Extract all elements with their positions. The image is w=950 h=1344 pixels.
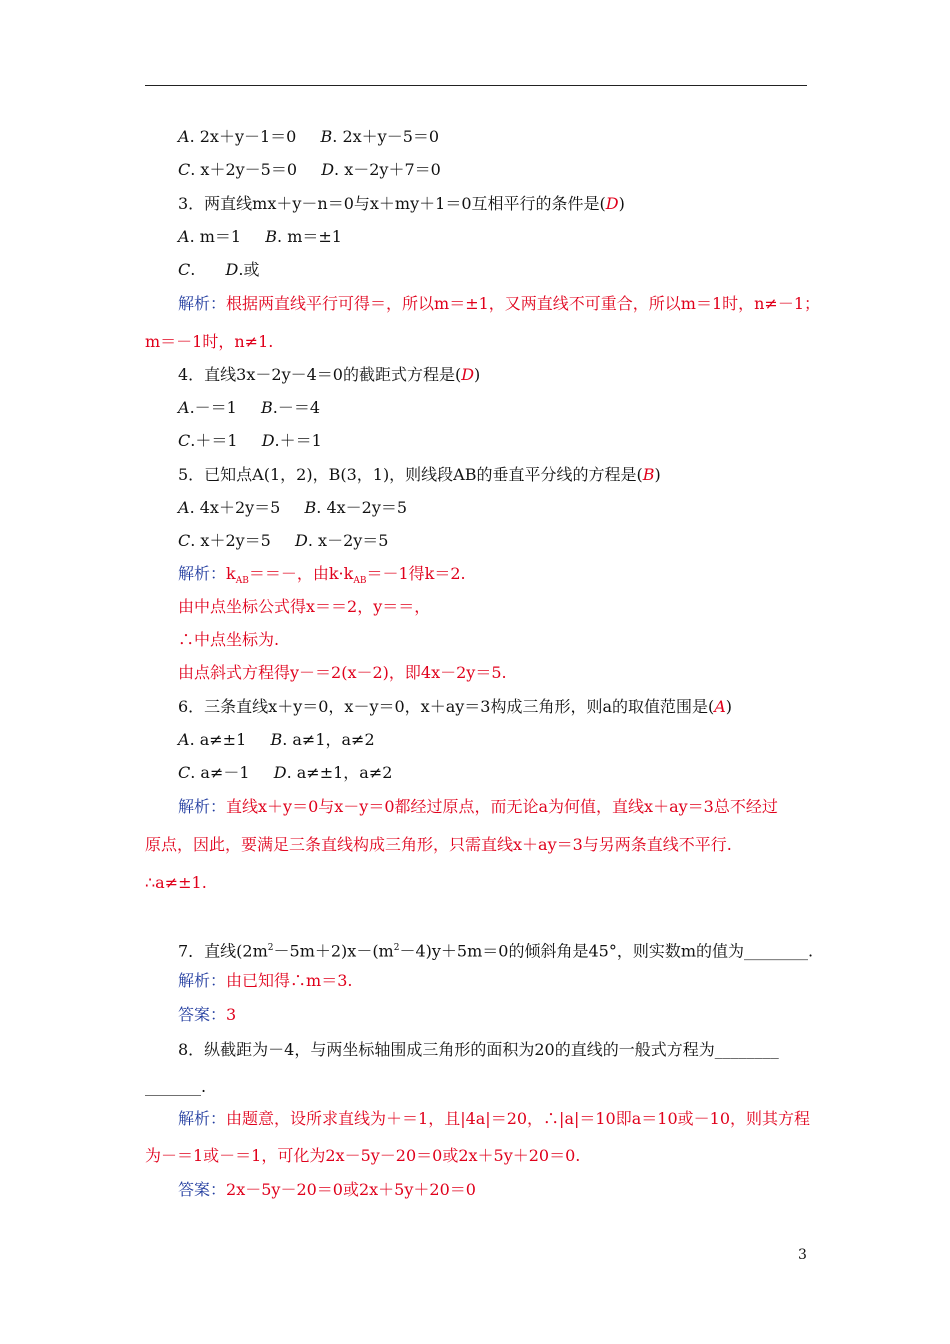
- option-d: . x－2y＝5: [307, 531, 389, 550]
- q8-stem-1: 8．纵截距为－4，与两坐标轴围成三角形的面积为20的直线的一般式方程为________: [178, 1040, 779, 1059]
- subscript-ab: AB: [353, 576, 367, 587]
- option-d: . x－2y＋7＝0: [334, 160, 441, 179]
- option-a: . a≠±1: [189, 730, 247, 749]
- option-b: . 2x＋y－5＝0: [332, 127, 440, 146]
- analysis-label: 解析：: [178, 564, 227, 583]
- q3-options-ab: [178, 227, 342, 247]
- q4-options-ab: [178, 398, 320, 418]
- option-letter: D: [225, 260, 239, 279]
- q3-analysis-2: m＝－1时，n≠1.: [145, 332, 274, 351]
- option-c: .＋＝1: [190, 431, 238, 450]
- page-number: 3: [798, 1247, 807, 1263]
- answer-letter: A: [714, 697, 726, 716]
- option-letter: C: [178, 160, 191, 179]
- option-letter: D: [321, 160, 335, 179]
- analysis-text-c: ＝－1得k＝2.: [366, 564, 466, 583]
- q3-analysis-1: [178, 294, 820, 314]
- q3-options-cd: [178, 260, 259, 280]
- q5-analysis-1: [178, 564, 466, 591]
- question-text-c: －4)y＋5m＝0的倾斜角是45°，则实数m的值为________.: [399, 941, 814, 961]
- q8-analysis-1: [178, 1109, 810, 1129]
- q8-answer: [178, 1180, 476, 1200]
- option-d: .＋＝1: [274, 431, 322, 450]
- analysis-text: 由已知得∴m＝3.: [226, 971, 353, 990]
- paren-close: ): [618, 194, 625, 213]
- q5-analysis-3: ∴中点坐标为.: [178, 630, 280, 649]
- q8-stem-2: _______.: [145, 1077, 207, 1096]
- option-b: .－＝4: [272, 398, 321, 417]
- option-b: . m＝±1: [277, 227, 342, 246]
- analysis-label: 解析：: [178, 797, 227, 816]
- analysis-text: 根据两直线平行可得＝，所以m＝±1，又两直线不可重合，所以m＝1时，n≠－1；: [226, 294, 821, 313]
- q6-options-cd: [178, 763, 392, 783]
- option-letter: A: [178, 127, 190, 146]
- analysis-label: 解析：: [178, 294, 227, 313]
- answer-letter: B: [642, 465, 655, 484]
- option-a: .－＝1: [189, 398, 237, 417]
- option-b: . a≠1，a≠2: [282, 730, 375, 749]
- option-a: . 2x＋y－1＝0: [189, 127, 297, 146]
- q5-analysis-2: 由中点坐标公式得x＝＝2，y＝＝，: [178, 597, 431, 616]
- question-text: 3．两直线mx＋y－n＝0与x＋my＋1＝0互相平行的条件是(: [178, 194, 606, 213]
- question-text: 6．三条直线x＋y＝0，x－y＝0，x＋ay＝3构成三角形，则a的取值范围是(: [178, 697, 715, 716]
- q7-analysis: [178, 971, 352, 991]
- question-text-a: 7．直线(2m: [178, 941, 268, 961]
- q6-stem: [178, 697, 732, 717]
- q5-options-ab: [178, 498, 407, 518]
- option-d: . a≠±1，a≠2: [286, 763, 393, 782]
- analysis-text-b: ＝＝－，由k·k: [248, 564, 354, 583]
- q5-stem: [178, 465, 661, 485]
- answer-letter: D: [461, 365, 475, 384]
- option-letter: B: [304, 498, 317, 517]
- option-c: .: [190, 260, 196, 279]
- q4-options-cd: [178, 431, 322, 451]
- option-letter: A: [178, 498, 190, 517]
- option-a: . m＝1: [189, 227, 242, 246]
- option-c: . a≠－1: [190, 763, 250, 782]
- analysis-text: 由题意，设所求直线为＋＝1，且|4a|＝20，∴|a|＝10即a＝10或－10，则其方程: [226, 1109, 810, 1128]
- option-letter: D: [273, 763, 287, 782]
- option-letter: D: [261, 431, 275, 450]
- q6-analysis-2: 原点，因此，要满足三条直线构成三角形，只需直线x＋ay＝3与另两条直线不平行.: [145, 835, 732, 854]
- option-letter: A: [178, 227, 190, 246]
- option-letter: B: [261, 398, 273, 417]
- option-letter: B: [320, 127, 333, 146]
- q6-analysis-3: ∴a≠±1.: [145, 873, 207, 892]
- option-letter: C: [178, 260, 191, 279]
- option-letter: B: [270, 730, 283, 749]
- superscript: 2: [393, 943, 400, 953]
- q6-options-ab: [178, 730, 375, 750]
- subscript-ab: AB: [235, 576, 249, 587]
- q3-stem: [178, 194, 625, 214]
- answer-letter: D: [605, 194, 619, 213]
- q6-analysis-1: [178, 797, 778, 817]
- answer-label: 答案：: [178, 1180, 227, 1199]
- question-text-b: －5m＋2)x－(m: [273, 941, 394, 961]
- answer-text: 3: [226, 1005, 237, 1024]
- option-letter: C: [178, 763, 191, 782]
- analysis-text-a: k: [226, 564, 236, 583]
- option-d: .或: [238, 260, 260, 279]
- option-c: . x＋2y＝5: [190, 531, 271, 550]
- paren-close: ): [474, 365, 481, 384]
- option-letter: D: [295, 531, 308, 550]
- option-b: . 4x－2y＝5: [316, 498, 408, 517]
- q5-options-cd: [178, 531, 388, 551]
- q4-stem: [178, 365, 480, 385]
- q2-options-ab: [178, 127, 439, 147]
- answer-label: 答案：: [178, 1005, 227, 1024]
- paren-close: ): [725, 697, 733, 716]
- q2-options-cd: [178, 160, 441, 180]
- q7-stem: [178, 938, 813, 961]
- superscript: 2: [267, 943, 274, 953]
- option-letter: A: [178, 398, 190, 417]
- analysis-text: 直线x＋y＝0与x－y＝0都经过原点，而无论a为何值，直线x＋ay＝3总不经过: [226, 797, 778, 816]
- option-a: . 4x＋2y＝5: [189, 498, 281, 517]
- q7-answer: [178, 1005, 236, 1025]
- option-letter: B: [265, 227, 278, 246]
- header-rule: [145, 85, 807, 86]
- analysis-label: 解析：: [178, 971, 227, 990]
- answer-text: 2x－5y－20＝0或2x＋5y＋20＝0: [226, 1180, 476, 1199]
- paren-close: ): [654, 465, 661, 484]
- option-letter: C: [178, 431, 191, 450]
- analysis-label: 解析：: [178, 1109, 227, 1128]
- question-text: 5．已知点A(1，2)，B(3，1)，则线段AB的垂直平分线的方程是(: [178, 465, 643, 484]
- q5-analysis-4: 由点斜式方程得y－＝2(x－2)，即4x－2y＝5.: [178, 663, 507, 682]
- option-c: . x＋2y－5＝0: [190, 160, 298, 179]
- option-letter: A: [178, 730, 190, 749]
- q8-analysis-2: 为－＝1或－＝1，可化为2x－5y－20＝0或2x＋5y＋20＝0.: [145, 1146, 581, 1165]
- question-text: 4．直线3x－2y－4＝0的截距式方程是(: [178, 365, 462, 384]
- option-letter: C: [178, 531, 191, 550]
